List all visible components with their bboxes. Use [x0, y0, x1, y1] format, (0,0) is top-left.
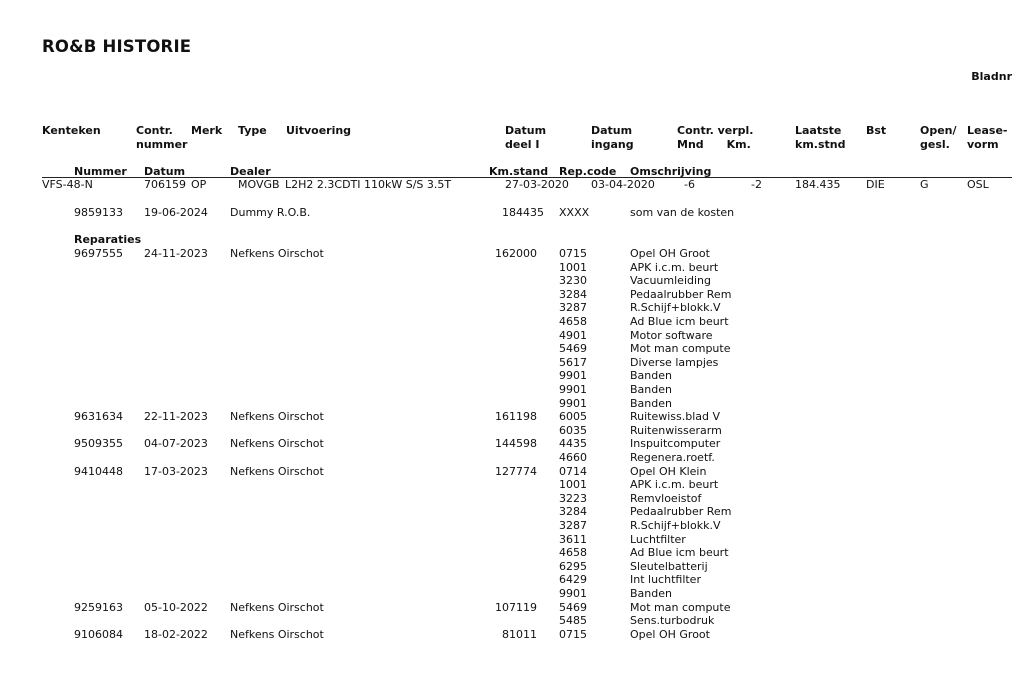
repair-description: Opel OH Klein: [630, 464, 707, 478]
header-kenteken: Kenteken: [42, 124, 101, 137]
vehicle-type: MOVGB: [238, 178, 280, 191]
page-title: RO&B HISTORIE: [42, 37, 192, 56]
repair-nummer: 9697555: [74, 247, 123, 260]
header-contr-verpl: Contr. verpl. Mnd Km.: [677, 124, 754, 151]
vehicle-km: -2: [751, 178, 762, 191]
repair-description: Banden: [630, 383, 672, 396]
repair-code: 1001: [559, 478, 587, 492]
repair-description: Ad Blue icm beurt: [630, 546, 729, 560]
repair-row: [0, 410, 1024, 424]
repair-description: Pedaalrubber Rem: [630, 505, 732, 519]
repair-nummer: 9106084: [74, 627, 123, 641]
repair-description: Regenera.roetf.: [630, 451, 715, 464]
dummy-nummer: 9859133: [74, 206, 123, 219]
repair-description: APK i.c.m. beurt: [630, 260, 719, 274]
repair-code: 4901: [559, 328, 587, 342]
repair-code: 4658: [559, 315, 587, 328]
repair-code: 5469: [559, 600, 587, 614]
repair-kmstand: 107119: [495, 600, 537, 614]
repair-code: 3284: [559, 505, 587, 519]
subheader-repcode: Rep.code: [559, 165, 617, 178]
vehicle-bst: DIE: [866, 178, 885, 191]
repair-datum: 22-11-2023: [144, 410, 208, 424]
repair-row: [0, 437, 1024, 451]
repair-dealer: Nefkens Oirschot: [230, 437, 324, 451]
repair-description: Vacuumleiding: [630, 274, 711, 288]
repair-description: Sleutelbatterij: [630, 559, 708, 573]
repair-datum: 04-07-2023: [144, 437, 208, 451]
repair-code: 4435: [559, 437, 587, 451]
header-lease-vorm: Lease- vorm: [967, 124, 1008, 151]
repair-datum: 17-03-2023: [144, 464, 208, 478]
repair-code: 6005: [559, 410, 587, 424]
repair-datum: 05-10-2022: [144, 600, 208, 614]
repair-nummer: 9259163: [74, 600, 123, 614]
repair-description: Ruitenwisserarm: [630, 423, 722, 437]
vehicle-kenteken: VFS-48-N: [42, 178, 93, 191]
dummy-dealer: Dummy R.O.B.: [230, 206, 311, 219]
vehicle-lease-vorm: OSL: [967, 178, 989, 191]
repair-description: Remvloeistof: [630, 491, 702, 505]
dummy-datum: 19-06-2024: [144, 206, 208, 219]
header-bst: Bst: [866, 124, 887, 137]
vehicle-row: [0, 178, 1024, 192]
dummy-row: [0, 206, 1024, 220]
repair-description: Banden: [630, 396, 672, 410]
repair-kmstand: 161198: [495, 410, 537, 424]
subheader-dealer: Dealer: [230, 165, 271, 178]
repair-dealer: Nefkens Oirschot: [230, 600, 324, 614]
header-open-gesl: Open/ gesl.: [920, 124, 957, 151]
repair-description: R.Schijf+blokk.V: [630, 519, 721, 532]
vehicle-datum-ingang: 03-04-2020: [591, 178, 655, 191]
dummy-omschrijving: som van de kosten: [630, 206, 735, 219]
subheader-nummer: Nummer: [74, 165, 127, 178]
vehicle-contr-nummer: 706159: [144, 178, 186, 191]
header-type: Type: [238, 124, 267, 137]
repair-description: Banden: [630, 369, 672, 383]
repair-code: 3223: [559, 491, 587, 505]
repair-description: APK i.c.m. beurt: [630, 478, 719, 492]
repair-description: Pedaalrubber Rem: [630, 287, 732, 301]
repair-code: 1001: [559, 260, 587, 274]
repair-kmstand: 127774: [495, 464, 537, 478]
repair-kmstand: 162000: [495, 247, 537, 260]
repair-description: Int luchtfilter: [630, 573, 701, 587]
repair-description: Motor software: [630, 328, 713, 342]
dummy-repcode: XXXX: [559, 206, 590, 219]
repair-code: 5485: [559, 614, 587, 628]
repair-code: 5469: [559, 342, 587, 356]
header-datum-deel: Datum deel I: [505, 124, 547, 151]
repair-row: [0, 247, 1024, 261]
repair-kmstand: 81011: [502, 627, 537, 641]
repair-datum: 24-11-2023: [144, 247, 208, 260]
repair-nummer: 9509355: [74, 437, 123, 451]
repair-code: 6429: [559, 573, 587, 587]
header-uitvoering: Uitvoering: [286, 124, 352, 137]
repair-code: 5617: [559, 355, 587, 369]
repair-code: 9901: [559, 587, 587, 600]
vehicle-datum-deel: 27-03-2020: [505, 178, 569, 191]
header-merk: Merk: [191, 124, 223, 137]
repair-code: 0715: [559, 247, 587, 260]
repair-code: 9901: [559, 396, 587, 410]
repair-dealer: Nefkens Oirschot: [230, 464, 324, 478]
vehicle-laatste-kmstnd: 184.435: [795, 178, 841, 191]
vehicle-open-gesl: G: [920, 178, 929, 191]
repair-code: 9901: [559, 369, 587, 383]
subheader-kmstand: Km.stand: [489, 165, 549, 178]
repair-code: 3287: [559, 301, 587, 315]
reparaties-heading: Reparaties: [74, 233, 142, 246]
repair-row: [0, 628, 1024, 642]
vehicle-merk: OP: [191, 178, 207, 191]
repair-code: 0715: [559, 627, 587, 641]
repair-nummer: 9631634: [74, 410, 123, 424]
header-contr-nummer: Contr. nummer: [136, 124, 188, 151]
repair-code: 3287: [559, 519, 587, 532]
repair-code: 3284: [559, 287, 587, 301]
repair-code: 4660: [559, 451, 587, 464]
repair-dealer: Nefkens Oirschot: [230, 627, 324, 641]
subheader-datum: Datum: [144, 165, 186, 178]
vehicle-uitvoering: L2H2 2.3CDTI 110kW S/S 3.5T: [285, 178, 452, 191]
header-laatste-kmstnd: Laatste km.stnd: [795, 124, 846, 151]
repair-code: 9901: [559, 383, 587, 396]
repair-row: [0, 601, 1024, 615]
repair-code: 4658: [559, 546, 587, 560]
repair-dealer: Nefkens Oirschot: [230, 410, 324, 424]
repair-description: Opel OH Groot: [630, 627, 710, 641]
repair-description: Opel OH Groot: [630, 247, 710, 260]
repair-dealer: Nefkens Oirschot: [230, 247, 324, 260]
repair-code: 0714: [559, 464, 587, 478]
repair-datum: 18-02-2022: [144, 627, 208, 641]
repair-code: 3611: [559, 532, 587, 546]
repair-description: Diverse lampjes: [630, 355, 719, 369]
header-datum-ingang: Datum ingang: [591, 124, 634, 151]
vehicle-mnd: -6: [684, 178, 695, 191]
repair-description: Mot man compute: [630, 600, 731, 614]
repair-description: Luchtfilter: [630, 532, 686, 546]
repair-description: Mot man compute: [630, 342, 731, 356]
repair-description: Inspuitcomputer: [630, 437, 721, 451]
repair-description: Sens.turbodruk: [630, 614, 715, 628]
repair-code: 3230: [559, 274, 587, 288]
subheader-omschrijving: Omschrijving: [630, 165, 712, 178]
dummy-kmstand: 184435: [502, 206, 544, 219]
repair-code: 6295: [559, 559, 587, 573]
repair-row: [0, 465, 1024, 479]
repair-description: Ad Blue icm beurt: [630, 315, 729, 328]
bladnr-label: Bladnr: [971, 70, 1012, 83]
repair-description: R.Schijf+blokk.V: [630, 301, 721, 315]
repair-code: 6035: [559, 423, 587, 437]
repair-description: Banden: [630, 587, 672, 600]
repair-description: Ruitewiss.blad V: [630, 410, 721, 424]
repair-nummer: 9410448: [74, 464, 123, 478]
repair-kmstand: 144598: [495, 437, 537, 451]
